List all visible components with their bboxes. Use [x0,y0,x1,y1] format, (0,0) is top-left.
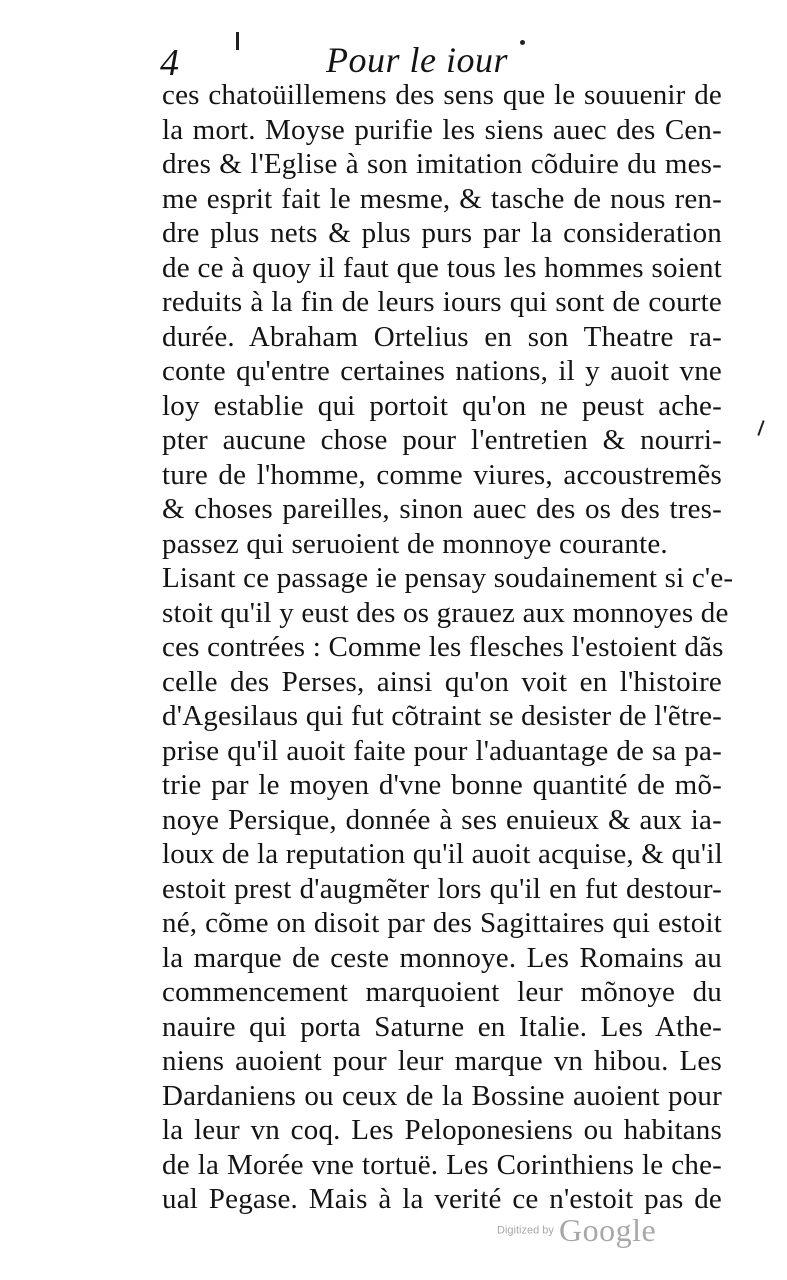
text-line: la marque de ceste monnoye. Les Romains au [162,941,722,974]
text-line: niens auoient pour leur marque vn hibou. Les [162,1045,722,1077]
text-line: estoit prest d'augmẽter lors qu'il en fut destour- [162,872,722,905]
text-line: d'Agesilaus qui fut cõtraint se desister de l'ẽtre- [162,700,722,732]
text-line: de ce à quoy il faut que tous les hommes soient [162,251,722,284]
body-text [162,78,734,1217]
text-line: stoit qu'il y eust des os grauez aux monnoyes de [162,596,729,629]
text-line: Lisant ce passage ie pensay soudainement si c'e- [162,562,734,594]
text-line: noye Persique, donnée à ses enuieux & aux ia- [162,803,722,836]
text-line: & choses pareilles, sinon auec des os des tres- [162,493,722,525]
text-line: Dardaniens ou ceux de la Bossine auoient pour [162,1079,722,1112]
text-line: conte qu'entre certaines nations, il y auoit vne [162,355,722,387]
text-line: dres & l'Eglise à son imitation cõduire du mes- [162,148,722,180]
text-line: né, cõme on disoit par des Sagittaires qui estoit [162,907,722,939]
text-line: loy establie qui portoit qu'on ne peust ache- [162,389,722,422]
text-line: ual Pegase. Mais à la verité ce n'estoit pas de [162,1183,722,1215]
text-line: ces contrées : Comme les flesches l'estoient dãs [162,631,724,663]
text-line: loux de la reputation qu'il auoit acquise, & qu'il [162,838,723,870]
text-line: commencement marquoient leur mõnoye du [162,976,722,1008]
text-line: de la Morée vne tortuë. Les Corinthiens le che- [162,1148,722,1181]
digitized-watermark [497,1212,656,1249]
text-line: ces chatoüillemens des sens que le souuenir de [162,79,722,111]
text-line: la leur vn coq. Les Peloponesiens ou habitans [162,1114,722,1146]
text-line: ture de l'homme, comme viures, accoustremẽs [162,458,722,491]
text-line: la mort. Moyse purifie les siens auec des Cen- [162,113,722,146]
text-line: durée. Abraham Ortelius en son Theatre ra- [162,320,722,353]
stray-mark [236,32,239,50]
running-head: Pour le iour [326,40,508,80]
watermark-prefix: Digitized by [497,1224,554,1237]
stray-mark [520,40,525,45]
text-line: prise qu'il auoit faite pour l'aduantage de sa pa- [162,734,722,767]
text-line: celle des Perses, ainsi qu'on voit en l'histoire [162,665,722,698]
text-line: me esprit fait le mesme, & tasche de nous ren- [162,182,722,215]
text-line: nauire qui porta Saturne en Italie. Les Athe- [162,1010,722,1043]
text-line: reduits à la fin de leurs iours qui sont de courte [162,286,722,318]
text-line: trie par le moyen d'vne bonne quantité de mõ- [162,769,722,801]
text-line: passez qui seruoient de monnoye courante. [162,527,668,560]
google-logo: Google [558,1212,657,1248]
text-line: pter aucune chose pour l'entretien & nourri- [162,424,722,456]
text-line: dre plus nets & plus purs par la consideration [162,217,722,249]
stray-mark [757,420,764,436]
page-number: 4 [160,42,179,84]
